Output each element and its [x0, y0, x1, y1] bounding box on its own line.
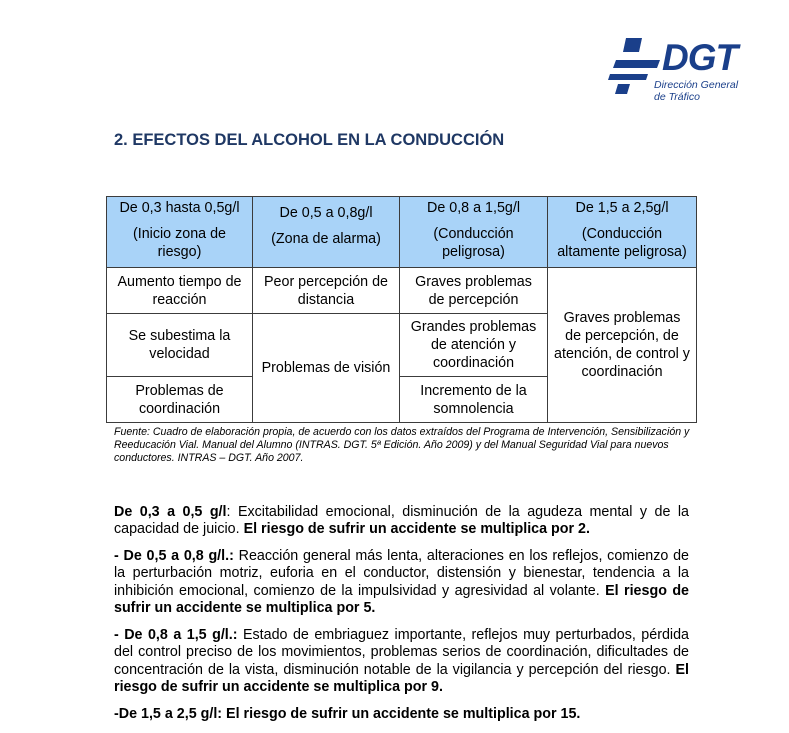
- table-cell: Problemas de visión: [253, 314, 400, 423]
- header-range: De 0,3 hasta 0,5g/l: [119, 200, 240, 216]
- section-heading: 2. EFECTOS DEL ALCOHOL EN LA CONDUCCIÓN: [114, 131, 505, 149]
- table-cell: Peor percepción de distancia: [253, 268, 400, 314]
- header-cell-4: [548, 197, 697, 268]
- header-cell-2: [253, 197, 400, 268]
- paragraph-level-3: [114, 627, 689, 696]
- paragraph-label: - De 0,8 a 1,5 g/l.:: [114, 627, 238, 643]
- paragraph-level-2: [114, 548, 689, 617]
- header-range: De 0,5 a 0,8g/l: [279, 205, 373, 221]
- table-cell: Grandes problemas de atención y coordinación: [400, 314, 548, 377]
- alcohol-effects-table: [106, 196, 697, 423]
- paragraph-label: -De 1,5 a 2,5 g/l:: [114, 706, 223, 722]
- logo-brand: DGT: [662, 37, 738, 78]
- paragraph-risk: El riesgo de sufrir un accidente se multiplica por 15.: [222, 706, 581, 722]
- paragraph-text: Reacción general más lenta, alteraciones en los reflejos, comienzo de la perturbación motriz, euforia en el conductor, distensión y bienestar, tendencia a la inhibición emocional, comienzo de la impulsividad y agresividad al volante.: [114, 548, 690, 599]
- paragraph-risk: El riesgo de sufrir un accidente se multiplica por 9.: [114, 661, 689, 695]
- paragraph-level-4: [114, 706, 689, 723]
- paragraph-label: De 0,3 a 0,5 g/l: [114, 504, 227, 520]
- paragraph-text: : Excitabilidad emocional, disminución de la agudeza mental y de la capacidad de juicio.: [114, 504, 689, 538]
- header-cell-3: [400, 197, 548, 268]
- header-zone: (Zona de alarma): [271, 231, 381, 247]
- header-cell-1: [107, 197, 253, 268]
- source-note: Fuente: Cuadro de elaboración propia, de acuerdo con los datos extraídos del Programa de Intervención, Sensibilización y Reeducación Vial. Manual del Alumno (INTRAS. DGT. 5ª Edición. Año 2009) y del Manual Seguridad Vial para nuevos conductores. INTRAS – DGT. Año 2007.: [114, 426, 690, 464]
- dgt-logo: [604, 38, 754, 106]
- table-header-row: [107, 197, 697, 268]
- table-cell: Problemas de coordinación: [107, 377, 253, 423]
- paragraph-label: - De 0,5 a 0,8 g/l.:: [114, 548, 234, 564]
- logo-subtitle-line1: Dirección General: [654, 79, 739, 91]
- header-range: De 1,5 a 2,5g/l: [575, 200, 669, 216]
- table-cell: Incremento de la somnolencia: [400, 377, 548, 423]
- header-range: De 0,8 a 1,5g/l: [427, 200, 520, 216]
- paragraph-risk: El riesgo de sufrir un accidente se multiplica por 5.: [114, 582, 690, 616]
- table-cell: Graves problemas de percepción, de atención, de control y coordinación: [548, 268, 697, 423]
- header-zone: (Inicio zona de riesgo): [133, 226, 226, 260]
- table-cell: Graves problemas de percepción: [400, 268, 548, 314]
- table-cell: Se subestima la velocidad: [107, 314, 253, 377]
- header-zone: (Conducción altamente peligrosa): [557, 226, 687, 260]
- paragraph-risk: El riesgo de sufrir un accidente se multiplica por 2.: [243, 521, 590, 538]
- table-row: [107, 268, 697, 314]
- header-zone: (Conducción peligrosa): [433, 226, 514, 260]
- paragraph-text: Estado de embriaguez importante, reflejos muy perturbados, pérdida del control preciso de los movimientos, problemas serios de coordinación, dificultades de concentración de la vista, disminución notable de la vigilancia y percepción del riesgo.: [114, 627, 689, 678]
- paragraph-level-1: [114, 504, 689, 539]
- logo-subtitle-line2: de Tráfico: [654, 91, 700, 103]
- table-cell: Aumento tiempo de reacción: [107, 268, 253, 314]
